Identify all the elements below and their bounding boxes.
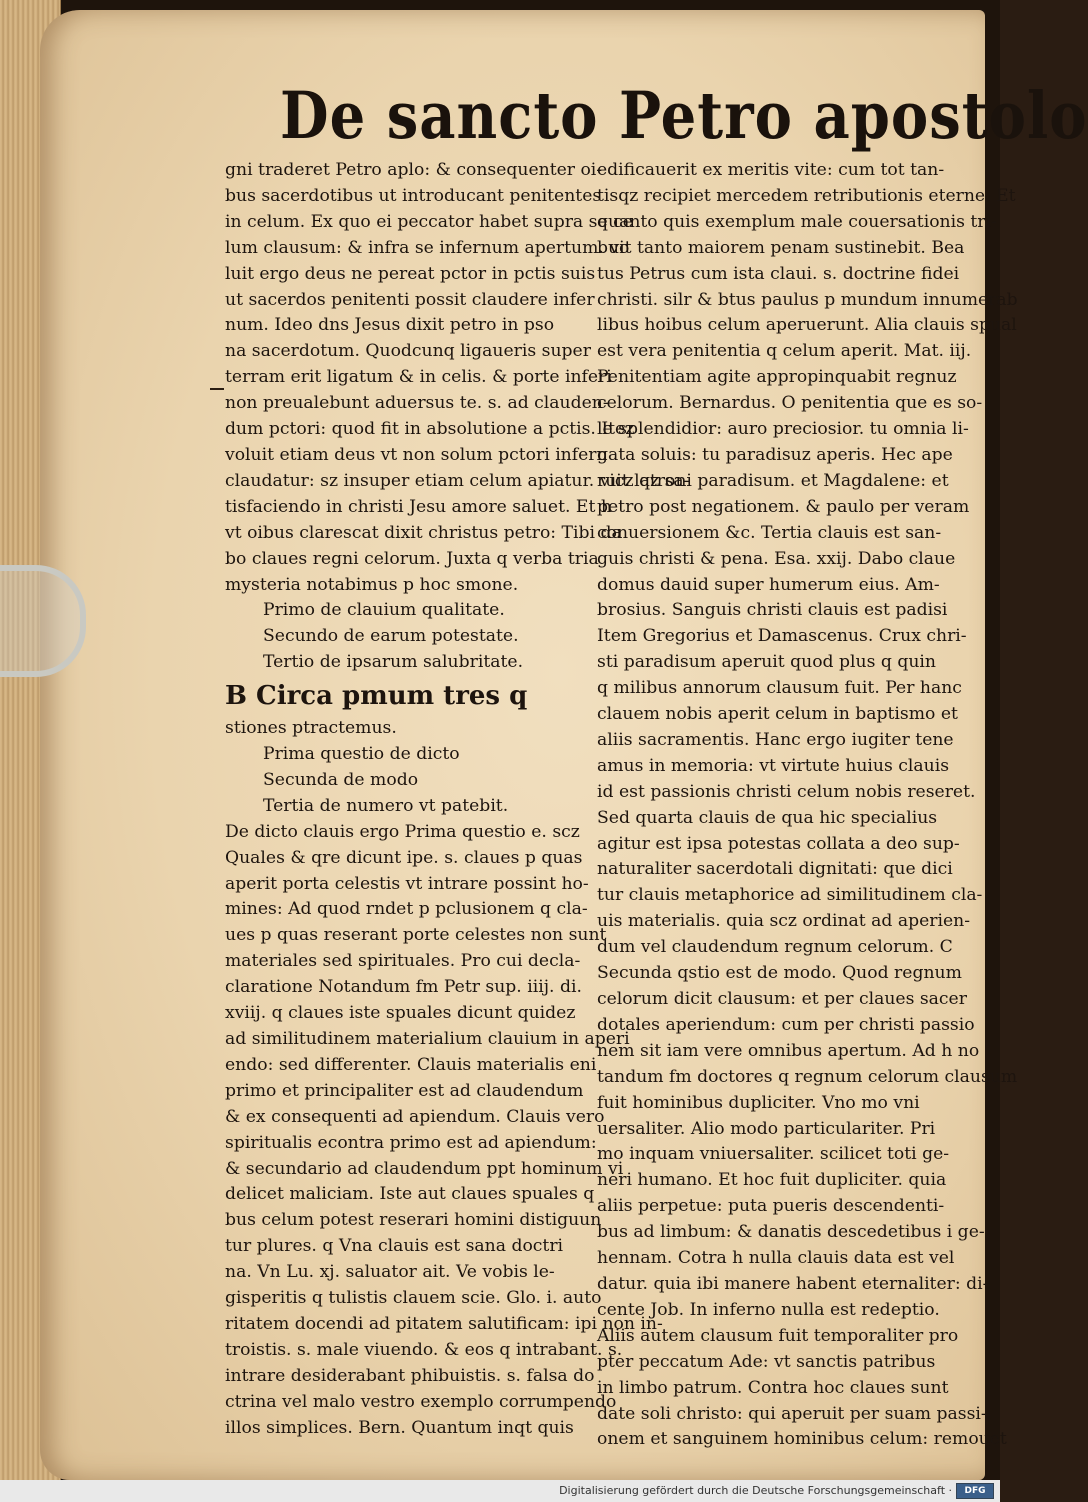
section-heading: B Circa pmum tres q bbox=[225, 681, 528, 712]
text-line: fuit hominibus dupliciter. Vno mo vni bbox=[597, 1092, 920, 1113]
text-line: celorum dicit clausum: et per claues sacer bbox=[597, 989, 967, 1009]
text-line: hennam. Cotra h nulla clauis data est vel bbox=[597, 1248, 955, 1269]
page-title: De sancto Petro apostolo bbox=[280, 78, 1088, 154]
text-line: Prima questio de dicto bbox=[263, 744, 460, 765]
text-line: guis christi & pena. Esa. xxij. Dabo claue bbox=[597, 548, 956, 569]
paper-clip bbox=[0, 565, 86, 677]
text-line: domus dauid super humerum eius. Am- bbox=[597, 574, 940, 595]
text-line: na. Vn Lu. xj. saluator ait. Ve vobis le- bbox=[225, 1262, 555, 1283]
text-line: id est passionis christi celum nobis reseret. bbox=[597, 781, 976, 802]
text-line: tandum fm doctores q regnum celorum clausum bbox=[597, 1066, 1018, 1087]
text-line: Penitentiam agite appropinquabit regnuz bbox=[597, 367, 957, 388]
text-line: Item Gregorius et Damascenus. Crux chri- bbox=[597, 626, 967, 647]
text-line: Secunda de modo bbox=[263, 769, 419, 790]
text-line: ruit latroni paradisum. et Magdalene: et bbox=[597, 470, 949, 491]
text-line: clauem nobis aperit celum in baptismo et bbox=[597, 704, 958, 725]
text-line: le splendidior: auro preciosior. tu omnia li- bbox=[597, 419, 969, 440]
text-line: Primo de clauium qualitate. bbox=[263, 600, 505, 621]
question-list bbox=[225, 742, 575, 820]
text-line: petro post negationem. & paulo per veram bbox=[597, 496, 970, 517]
text-line: gisperitis q tulistis clauem scie. Glo. i. auto bbox=[225, 1288, 602, 1309]
text-line: dotales aperiendum: cum per christi passio bbox=[597, 1014, 975, 1035]
text-line: spiritualis econtra primo est ad apiendum: bbox=[225, 1132, 597, 1153]
text-line: primo et principaliter est ad claudendum bbox=[225, 1080, 584, 1101]
text-line: in celum. Ex quo ei peccator habet supra se ce bbox=[225, 211, 633, 232]
left-body-text bbox=[225, 158, 690, 598]
text-line: num. Ideo dns Jesus dixit petro in pso bbox=[225, 315, 555, 336]
text-line: mo inquam vniuersaliter. scilicet toti ge- bbox=[597, 1144, 950, 1165]
left-body-text-2 bbox=[225, 820, 663, 1442]
text-line: terram erit ligatum & in celis. & porte inferi bbox=[225, 367, 612, 388]
text-line: aperit porta celestis vt intrare possint ho- bbox=[225, 873, 589, 894]
text-line: Secundo de earum potestate. bbox=[263, 626, 519, 647]
text-line: Secunda qstio est de modo. Quod regnum bbox=[597, 963, 962, 984]
text-line: non preualebunt aduersus te. s. ad clauden- bbox=[225, 393, 609, 414]
text-line: luit ergo deus ne pereat pctor in pctis suis bbox=[225, 263, 596, 284]
text-line: quanto quis exemplum male couersationis tri- bbox=[597, 211, 997, 232]
text-line: claratione Notandum fm Petr sup. iiij. di. bbox=[225, 977, 582, 998]
right-body-text bbox=[597, 158, 1018, 1453]
text-line: nem sit iam vere omnibus apertum. Ad h no bbox=[597, 1040, 980, 1061]
text-line: Quales & qre dicunt ipe. s. claues p quas bbox=[225, 847, 583, 868]
text-line: brosius. Sanguis christi clauis est padisi bbox=[597, 600, 948, 621]
dfg-logo: DFG bbox=[956, 1483, 994, 1499]
text-line: & ex consequenti ad apiendum. Clauis vero bbox=[225, 1106, 605, 1127]
text-line: q milibus annorum clausum fuit. Per hanc bbox=[597, 678, 962, 699]
text-line: delicet maliciam. Iste aut claues spuales q bbox=[225, 1184, 595, 1205]
text-line: pter peccatum Ade: vt sanctis patribus bbox=[597, 1351, 936, 1372]
margin-mark bbox=[210, 388, 224, 390]
text-line: tus Petrus cum ista claui. s. doctrine fidei bbox=[597, 263, 960, 284]
text-line: Tertio de ipsarum salubritate. bbox=[263, 652, 524, 673]
text-line: agitur est ipsa potestas collata a deo sup- bbox=[597, 833, 960, 854]
text-line: naturaliter sacerdotali dignitati: que dici bbox=[597, 859, 953, 880]
text-line: lum clausum: & infra se infernum apertum. vo bbox=[225, 237, 630, 258]
text-line: amus in memoria: vt virtute huius clauis bbox=[597, 755, 950, 776]
funding-note: Digitalisierung gefördert durch die Deutsche Forschungsgemeinschaft · bbox=[559, 1484, 952, 1497]
text-line: ctrina vel malo vestro exemplo corrumpendo bbox=[225, 1391, 617, 1412]
text-line: libus hoibus celum aperuerunt. Alia clauis spual bbox=[597, 315, 1017, 336]
text-line: tisqz recipiet mercedem retributionis eterne. Et bbox=[597, 185, 1016, 206]
section-heading-cont: stiones ptractemus. bbox=[225, 718, 397, 739]
text-line: cente Job. In inferno nulla est redeptio. bbox=[597, 1299, 940, 1320]
text-line: intrare desiderabant phibuistis. s. falsa do bbox=[225, 1365, 595, 1386]
text-line: est vera penitentia q celum aperit. Mat. iij. bbox=[597, 341, 972, 362]
text-line: datur. quia ibi manere habent eternaliter: di- bbox=[597, 1273, 989, 1294]
text-line: Tertia de numero vt patebit. bbox=[263, 795, 509, 816]
text-line: mysteria notabimus p hoc smone. bbox=[225, 574, 519, 595]
text-line: De dicto clauis ergo Prima questio e. scz bbox=[225, 821, 580, 842]
text-line: ritatem docendi ad pitatem salutificam: ipi non in- bbox=[225, 1313, 663, 1334]
right-column bbox=[597, 158, 1018, 1453]
text-line: Sed quarta clauis de qua hic specialius bbox=[597, 807, 938, 828]
text-line: uis materialis. quia scz ordinat ad aperien- bbox=[597, 911, 971, 932]
text-line: conuersionem &c. Tertia clauis est san- bbox=[597, 522, 942, 543]
text-line: tisfaciendo in christi Jesu amore saluet. Et h bbox=[225, 496, 612, 517]
left-column bbox=[225, 158, 690, 1442]
text-line: Aliis autem clausum fuit temporaliter pro bbox=[597, 1325, 959, 1346]
text-line: gni traderet Petro aplo: & consequenter oi- bbox=[225, 160, 603, 180]
text-line: xviij. q claues iste spuales dicunt quidez bbox=[225, 1003, 576, 1024]
text-line: tur clauis metaphorice ad similitudinem cla- bbox=[597, 885, 983, 906]
left-list bbox=[225, 598, 575, 676]
text-line: vt oibus clarescat dixit christus petro: Tibi da bbox=[225, 522, 622, 543]
text-line: voluit etiam deus vt non solum pctori infern bbox=[225, 444, 608, 465]
text-line: na sacerdotum. Quodcunq ligaueris super bbox=[225, 341, 591, 362]
text-line: sti paradisum aperuit quod plus q quin bbox=[597, 652, 936, 673]
text-line: uersaliter. Alio modo particulariter. Pri bbox=[597, 1118, 936, 1139]
text-line: onem et sanguinem hominibus celum: remouet bbox=[597, 1429, 1007, 1450]
text-line: ad similitudinem materialium clauium in aperi bbox=[225, 1029, 630, 1049]
text-line: bo claues regni celorum. Juxta q verba tria bbox=[225, 548, 599, 569]
text-line: tur plures. q Vna clauis est sana doctri bbox=[225, 1236, 564, 1257]
text-line: edificauerit ex meritis vite: cum tot tan- bbox=[597, 160, 945, 180]
text-line: & secundario ad claudendum ppt hominum vi bbox=[225, 1158, 624, 1179]
text-line: buit tanto maiorem penam sustinebit. Bea bbox=[597, 237, 965, 258]
text-line: illos simplices. Bern. Quantum inqt quis bbox=[225, 1417, 574, 1438]
footer-bar bbox=[0, 1480, 1000, 1502]
text-line: gata soluis: tu paradisuz aperis. Hec ape bbox=[597, 444, 953, 465]
text-line: materiales sed spirituales. Pro cui decla- bbox=[225, 951, 581, 972]
text-line: mines: Ad quod rndet p pclusionem q cla- bbox=[225, 899, 588, 920]
text-line: celorum. Bernardus. O penitentia que es so- bbox=[597, 393, 983, 414]
text-line: dum pctori: quod fit in absolutione a pctis. Itez bbox=[225, 419, 635, 440]
text-line: dum vel claudendum regnum celorum. C bbox=[597, 937, 953, 958]
text-line: christi. silr & btus paulus p mundum innumerab bbox=[597, 289, 1018, 310]
text-line: in limbo patrum. Contra hoc claues sunt bbox=[597, 1377, 949, 1398]
text-line: bus ad limbum: & danatis descedetibus i ge- bbox=[597, 1222, 985, 1243]
text-line: endo: sed differenter. Clauis materialis eni bbox=[225, 1054, 597, 1075]
text-line: aliis sacramentis. Hanc ergo iugiter tene bbox=[597, 729, 954, 750]
text-line: bus celum potest reserari homini distiguun bbox=[225, 1210, 602, 1231]
text-line: neri humano. Et hoc fuit dupliciter. quia bbox=[597, 1170, 947, 1191]
text-line: ues p quas reserant porte celestes non sunt bbox=[225, 925, 607, 946]
text-line: ut sacerdos penitenti possit claudere infer bbox=[225, 289, 595, 310]
text-line: date soli christo: qui aperuit per suam passi- bbox=[597, 1403, 987, 1424]
text-line: claudatur: sz insuper etiam celum apiatur. vicz qz sa- bbox=[225, 470, 690, 491]
text-line: aliis perpetue: puta pueris descendenti- bbox=[597, 1196, 945, 1217]
text-line: troistis. s. male viuendo. & eos q intrabant. s. bbox=[225, 1339, 623, 1360]
text-line: bus sacerdotibus ut introducant penitentes bbox=[225, 185, 602, 206]
